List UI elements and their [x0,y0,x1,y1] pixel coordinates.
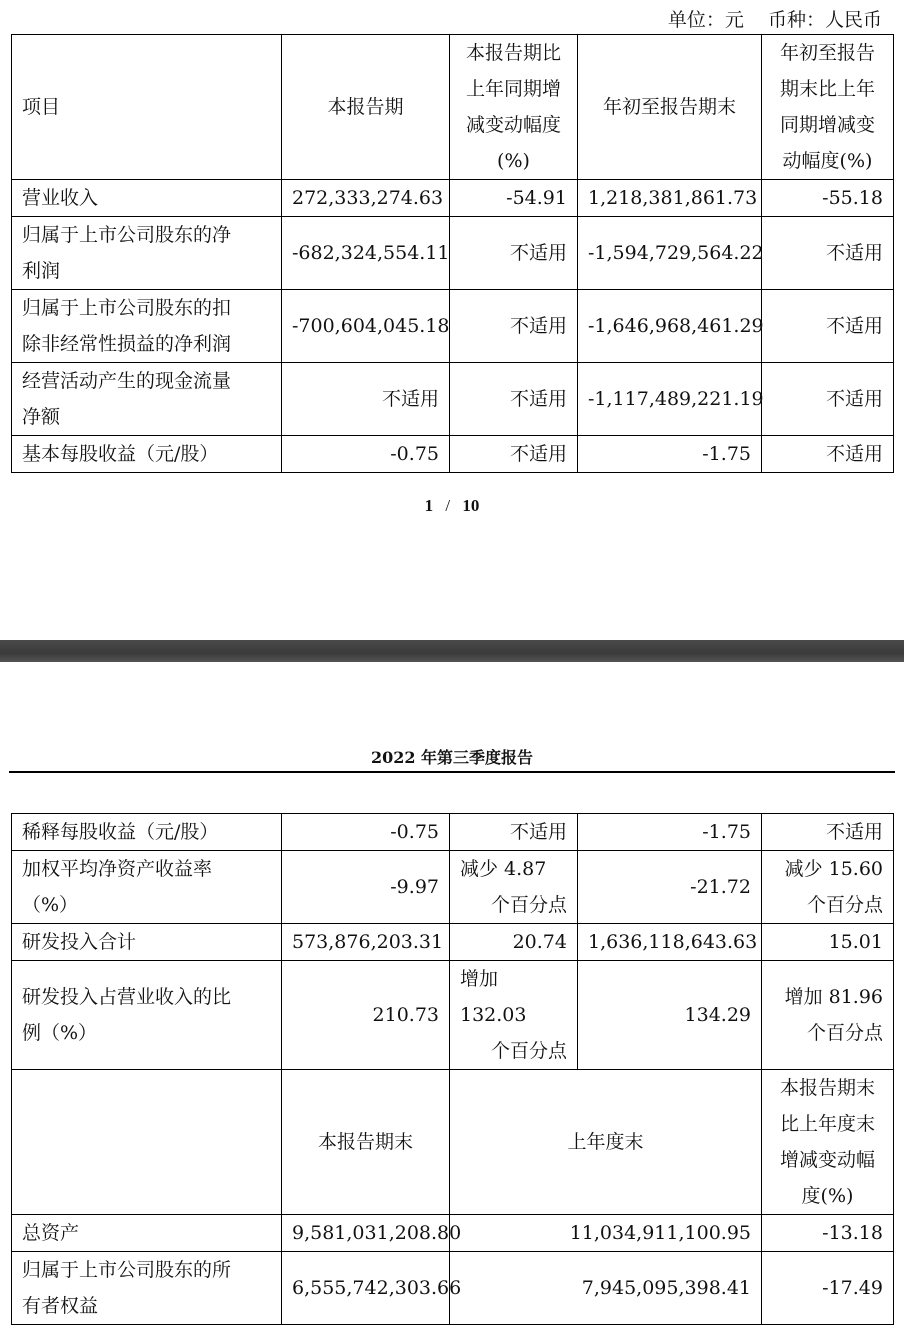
row-label: 归属于上市公司股东的扣 除非经常性损益的净利润 [12,290,282,363]
row-label: 营业收入 [12,180,282,217]
sub-header-change: 本报告期末 比上年度末 增减变动幅 度(%) [762,1070,894,1215]
table-row [12,924,894,961]
cell-change: -17.49 [762,1252,894,1325]
cell-ytd: -1,117,489,221.19 [578,363,762,436]
cell-ytd-change: 不适用 [762,363,894,436]
cell-current: 不适用 [282,363,450,436]
table-row [12,814,894,851]
financial-table-top [11,34,894,473]
cell-change: 20.74 [450,924,578,961]
cell-ytd-change: 15.01 [762,924,894,961]
table-sub-header-row [12,1070,894,1215]
header-current-change: 本报告期比 上年同期增 减变动幅度 (%) [450,35,578,180]
cell-change: 不适用 [450,290,578,363]
cell-change: 不适用 [450,814,578,851]
cell-current: 573,876,203.31 [282,924,450,961]
page-total: 10 [462,496,480,515]
table-row [12,1215,894,1252]
financial-table-bottom [11,813,894,1325]
header-item: 项目 [12,35,282,180]
cell-change: 不适用 [450,436,578,473]
cell-current: -0.75 [282,436,450,473]
row-label: 加权平均净资产收益率 （%） [12,851,282,924]
cell-prior-year-end: 11,034,911,100.95 [450,1215,762,1252]
page-current: 1 [424,496,434,515]
cell-ytd-change: 不适用 [762,436,894,473]
cell-ytd: 1,218,381,861.73 [578,180,762,217]
cell-change: -13.18 [762,1215,894,1252]
cell-ytd: 134.29 [578,961,762,1070]
cell-ytd-change: 不适用 [762,814,894,851]
cell-current: 210.73 [282,961,450,1070]
unit-currency-note: 单位：元 币种：人民币 [667,9,882,31]
page-separator: / [445,496,451,515]
table-row [12,180,894,217]
sub-header-period-end: 本报告期末 [282,1070,450,1215]
cell-period-end: 9,581,031,208.80 [282,1215,450,1252]
cell-prior-year-end: 7,945,095,398.41 [450,1252,762,1325]
table-row [12,217,894,290]
row-label: 总资产 [12,1215,282,1252]
cell-current: 272,333,274.63 [282,180,450,217]
cell-ytd: 1,636,118,643.63 [578,924,762,961]
row-label: 归属于上市公司股东的所 有者权益 [12,1252,282,1325]
cell-ytd-change: 不适用 [762,290,894,363]
cell-ytd-change: 增加 81.96 个百分点 [762,961,894,1070]
cell-ytd-change: -55.18 [762,180,894,217]
sub-header-empty [12,1070,282,1215]
header-ytd: 年初至报告期末 [578,35,762,180]
row-label: 基本每股收益（元/股） [12,436,282,473]
cell-change: 减少 4.87 个百分点 [450,851,578,924]
cell-ytd: -1.75 [578,436,762,473]
cell-ytd: -21.72 [578,851,762,924]
page-indicator [0,496,904,516]
table-header-row [12,35,894,180]
table-row [12,290,894,363]
table-row [12,436,894,473]
document-title: 2022 年第三季度报告 [370,748,534,767]
title-rule [9,771,895,773]
row-label: 稀释每股收益（元/股） [12,814,282,851]
cell-current: -9.97 [282,851,450,924]
row-label: 经营活动产生的现金流量 净额 [12,363,282,436]
cell-ytd-change: 不适用 [762,217,894,290]
table-row [12,961,894,1070]
cell-change: -54.91 [450,180,578,217]
cell-change: 不适用 [450,363,578,436]
header-current: 本报告期 [282,35,450,180]
cell-current: -682,324,554.11 [282,217,450,290]
header-ytd-change: 年初至报告 期末比上年 同期增减变 动幅度(%) [762,35,894,180]
table-row [12,851,894,924]
cell-current: -700,604,045.18 [282,290,450,363]
row-label: 研发投入占营业收入的比 例（%） [12,961,282,1070]
row-label: 归属于上市公司股东的净 利润 [12,217,282,290]
table-row [12,363,894,436]
cell-change: 不适用 [450,217,578,290]
cell-ytd-change: 减少 15.60 个百分点 [762,851,894,924]
cell-period-end: 6,555,742,303.66 [282,1252,450,1325]
cell-change: 增加 132.03 个百分点 [450,961,578,1070]
sub-header-prior-year-end: 上年度末 [450,1070,762,1215]
cell-ytd: -1,594,729,564.22 [578,217,762,290]
table-row [12,1252,894,1325]
cell-ytd: -1,646,968,461.29 [578,290,762,363]
page-divider [0,640,904,662]
cell-ytd: -1.75 [578,814,762,851]
row-label: 研发投入合计 [12,924,282,961]
cell-current: -0.75 [282,814,450,851]
